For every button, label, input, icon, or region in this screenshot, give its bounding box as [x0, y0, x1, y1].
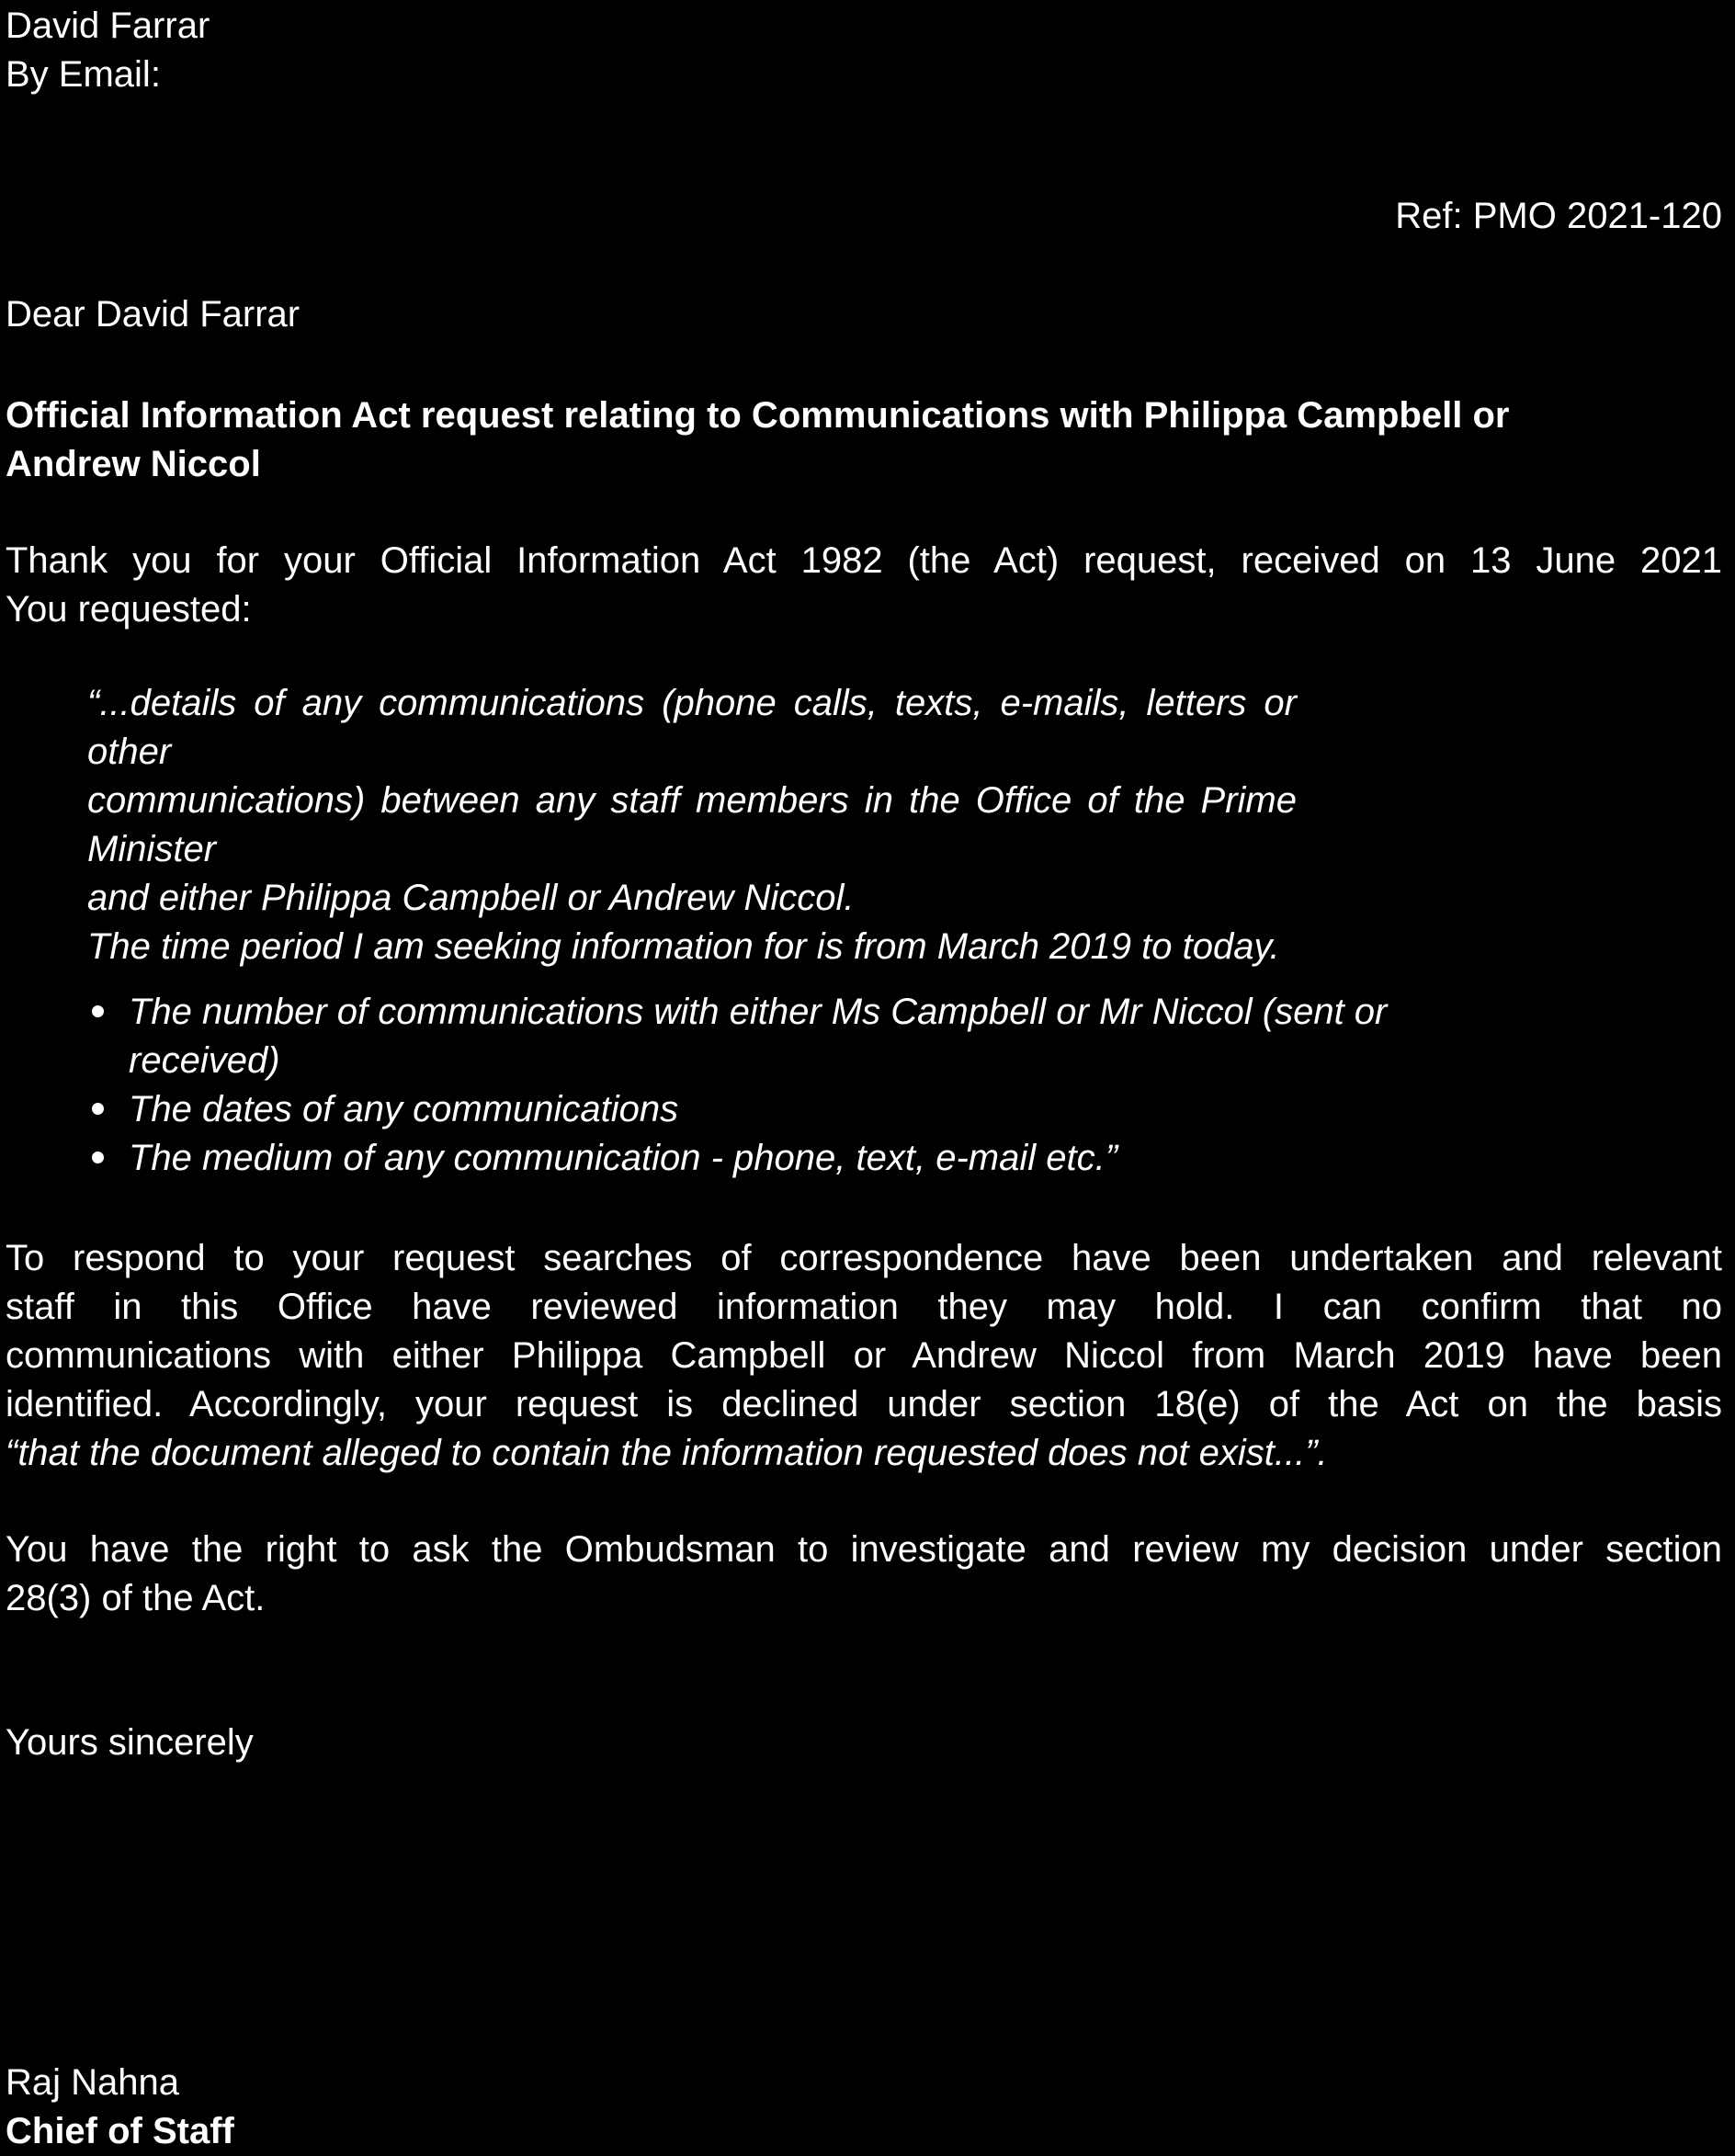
quote-line-4: The time period I am seeking information for is from March 2019 to today.: [87, 926, 1280, 967]
response-line-3: communications with either Philippa Campbell or Andrew Niccol from March 2019 have been: [6, 1335, 1722, 1376]
subject-heading: [6, 391, 1722, 489]
request-bullet-list: [87, 988, 1388, 1183]
recipient-name: David Farrar: [6, 6, 210, 46]
quote-line-3: and either Philippa Campbell or Andrew Niccol.: [87, 878, 855, 918]
subject-line-2: Andrew Niccol: [6, 444, 261, 484]
signature-block: [6, 2059, 1722, 2156]
sender-title: Chief of Staff: [6, 2111, 234, 2151]
quoted-request-block: [87, 679, 1388, 1183]
response-line-1: To respond to your request searches of correspondence have been undertaken and relevant: [6, 1238, 1722, 1278]
intro-paragraph: [6, 537, 1722, 634]
quote-line-2: communications) between any staff members in the Office of the Prime Minister: [87, 780, 1297, 869]
bullet-dot-icon: [92, 1152, 104, 1163]
bullet-dot-icon: [92, 1005, 104, 1017]
bullet-3-line-1: The medium of any communication - phone, text, e-mail etc.”: [129, 1138, 1118, 1178]
recipient-block: [6, 2, 1722, 99]
intro-line-1: Thank you for your Official Information Act 1982 (the Act) request, received on 13 June 2021: [6, 540, 1722, 581]
bullet-2-line-1: The dates of any communications: [129, 1089, 679, 1129]
response-paragraph: [6, 1234, 1722, 1478]
salutation: Dear David Farrar: [6, 294, 301, 335]
bullet-1-line-1: The number of communications with either Ms Campbell or Mr Niccol (sent or: [129, 992, 1388, 1032]
list-item: [87, 988, 1388, 1085]
response-line-2: staff in this Office have reviewed information they may hold. I can confirm that no: [6, 1287, 1722, 1327]
bullet-1-line-2: received): [129, 1040, 280, 1081]
ombudsman-paragraph: [6, 1526, 1722, 1623]
reference-number: Ref: PMO 2021-120: [1395, 196, 1722, 236]
closing-valediction: Yours sincerely: [6, 1722, 254, 1763]
bullet-dot-icon: [92, 1103, 104, 1115]
sender-name: Raj Nahna: [6, 2062, 180, 2103]
intro-line-2: You requested:: [6, 589, 252, 630]
list-item: [87, 1134, 1297, 1183]
list-item: [87, 1085, 1297, 1134]
quote-line-1: “...details of any communications (phone calls, texts, e-mails, letters or other: [87, 683, 1297, 772]
delivery-method: By Email:: [6, 54, 161, 95]
ombudsman-line-1: You have the right to ask the Ombudsman to investigate and review my decision under section: [6, 1529, 1722, 1570]
ombudsman-line-2: 28(3) of the Act.: [6, 1578, 266, 1618]
response-line-4: identified. Accordingly, your request is declined under section 18(e) of the Act on the basis: [6, 1384, 1722, 1424]
subject-line-1: Official Information Act request relating to Communications with Philippa Campbell or: [6, 395, 1510, 436]
response-line-5: “that the document alleged to contain the information requested does not exist...”.: [6, 1433, 1328, 1473]
